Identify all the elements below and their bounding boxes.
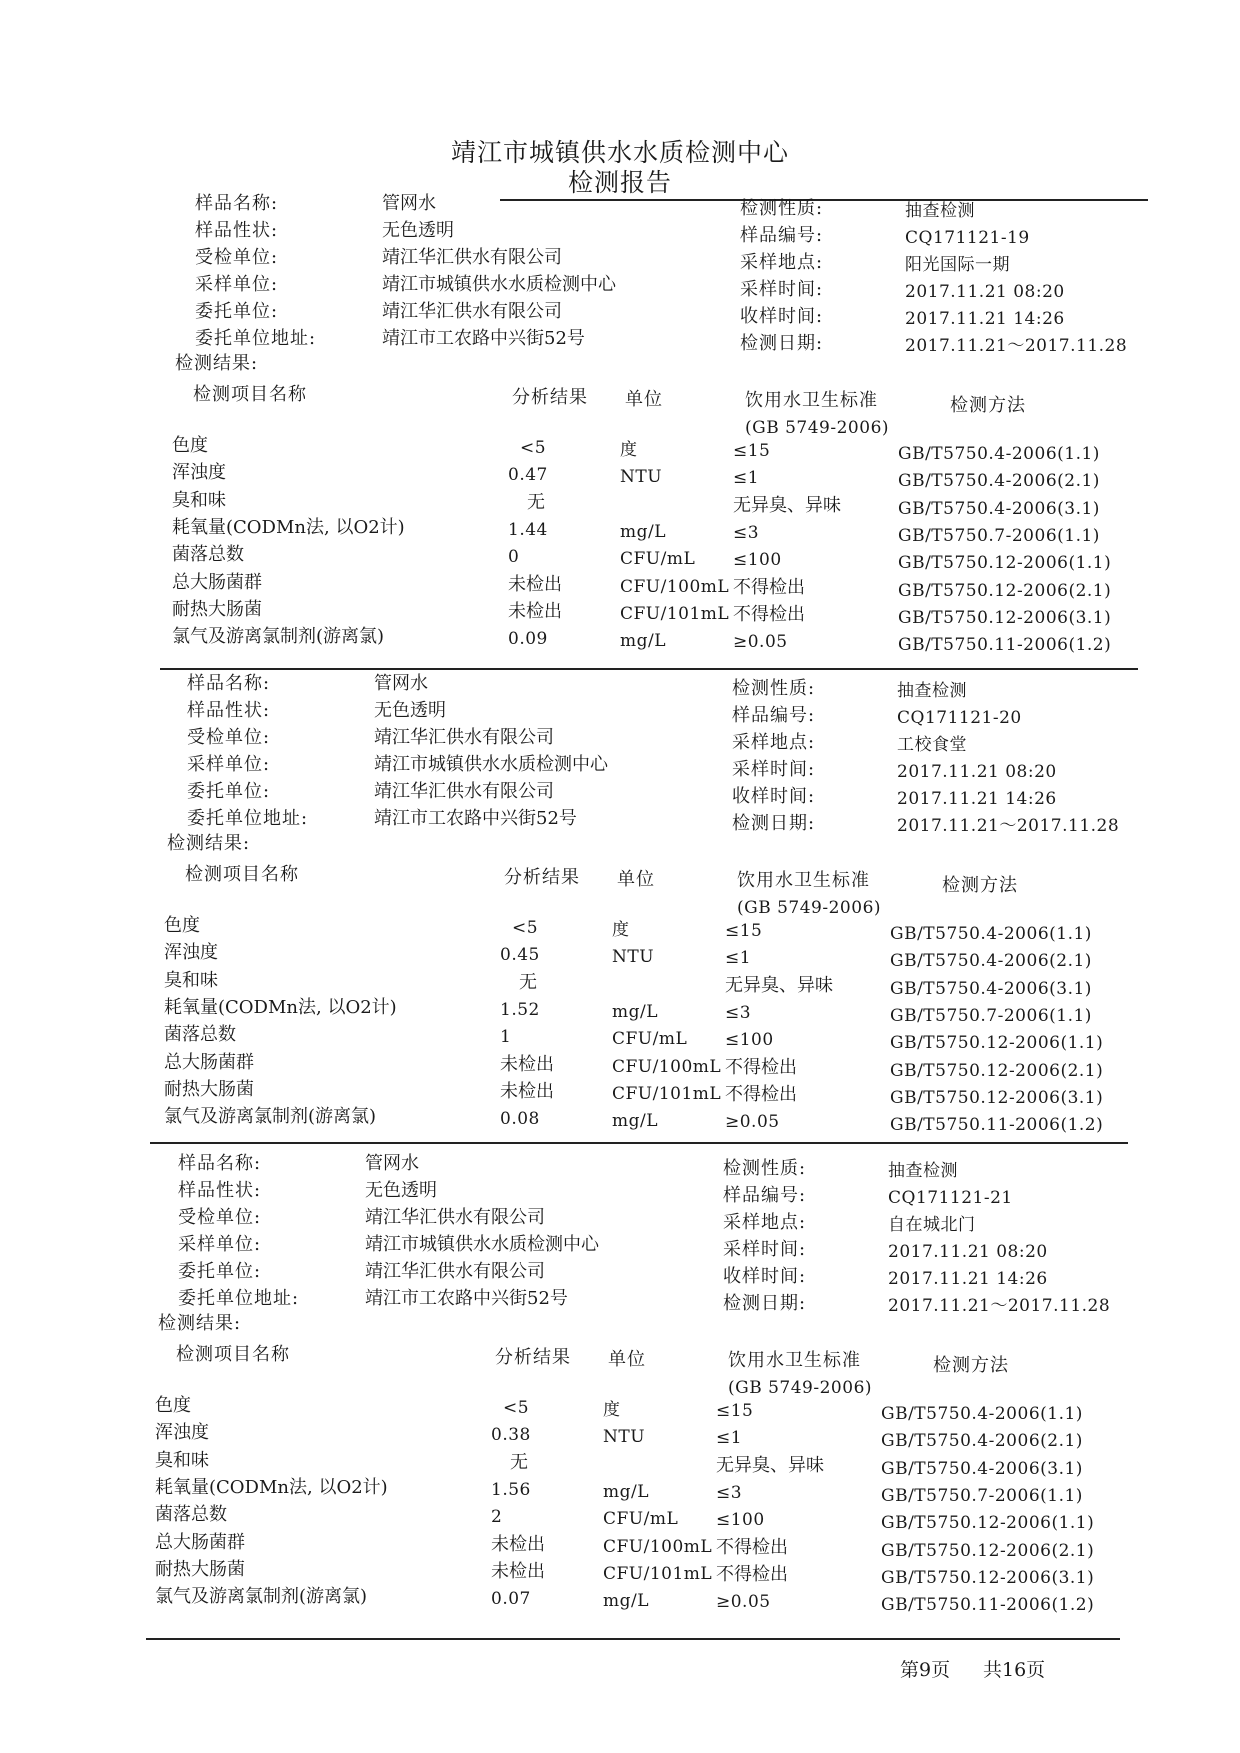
item-name: 耗氧量(CODMn法, 以O2计) (164, 996, 397, 1018)
item-name: 臭和味 (164, 969, 218, 991)
unit-value: NTU (612, 947, 655, 968)
standard-value: ≤100 (733, 550, 782, 571)
result-value: 0.07 (491, 1589, 531, 1610)
col-method: 检测方法 (942, 875, 1018, 896)
standard-value: ≤100 (716, 1510, 765, 1531)
method-value: GB/T5750.4-2006(2.1) (881, 1431, 1083, 1452)
item-name: 色度 (164, 915, 200, 936)
method-value: GB/T5750.11-2006(1.2) (881, 1595, 1095, 1616)
result-value: 无 (519, 971, 537, 993)
method-value: GB/T5750.12-2006(3.1) (898, 607, 1112, 628)
standard-value: ≤100 (725, 1030, 774, 1051)
sample-name-label: 样品名称: (195, 193, 279, 214)
standard-value: ≤1 (725, 948, 752, 969)
standard-value: 无异臭、异味 (716, 1454, 824, 1476)
inspected-unit-label: 受检单位: (187, 727, 271, 748)
inspected-unit-label: 受检单位: (178, 1207, 262, 1228)
receipt-time-label: 收样时间: (723, 1266, 807, 1287)
unit-value: CFU/mL (612, 1029, 688, 1050)
result-value: 0.47 (508, 465, 548, 486)
sampling-unit-value: 靖江市城镇供水水质检测中心 (374, 754, 608, 775)
standard-value: ≤15 (733, 441, 771, 461)
result-value: 未检出 (491, 1533, 545, 1555)
result-value: 未检出 (491, 1560, 545, 1582)
col-result: 分析结果 (495, 1347, 571, 1368)
item-name: 臭和味 (155, 1449, 209, 1471)
client-address-label: 委托单位地址: (187, 808, 309, 829)
sampling-site-value: 工校食堂 (897, 735, 967, 755)
unit-value: mg/L (620, 631, 667, 652)
sample-state-value: 无色透明 (382, 220, 454, 241)
item-name: 浑浊度 (164, 942, 218, 964)
item-name: 总大肠菌群 (164, 1051, 254, 1073)
result-value: 0 (508, 547, 520, 568)
sampling-time-value: 2017.11.21 08:20 (888, 1242, 1048, 1262)
col-result: 分析结果 (504, 867, 580, 888)
unit-value: CFU/mL (603, 1509, 679, 1530)
standard-value: ≥0.05 (716, 1592, 771, 1613)
unit-value: CFU/100mL (603, 1536, 713, 1557)
unit-value: mg/L (612, 1001, 659, 1022)
sampling-time-label: 采样时间: (723, 1239, 807, 1260)
col-method: 检测方法 (933, 1355, 1009, 1376)
standard-value: ≤3 (725, 1002, 752, 1023)
standard-value: 不得检出 (733, 603, 805, 625)
sampling-site-value: 自在城北门 (888, 1215, 976, 1235)
method-value: GB/T5750.7-2006(1.1) (890, 1005, 1092, 1026)
test-nature-label: 检测性质: (740, 198, 824, 219)
col-method: 检测方法 (950, 395, 1026, 416)
method-value: GB/T5750.12-2006(3.1) (890, 1087, 1104, 1108)
method-value: GB/T5750.12-2006(3.1) (881, 1567, 1095, 1588)
result-value: 未检出 (508, 600, 562, 622)
test-nature-label: 检测性质: (723, 1158, 807, 1179)
unit-value: mg/L (612, 1111, 659, 1132)
sampling-time-value: 2017.11.21 08:20 (897, 762, 1057, 782)
sample-no-value: CQ171121-19 (905, 228, 1030, 248)
test-nature-value: 抽查检测 (897, 681, 967, 701)
test-date-value: 2017.11.21～2017.11.28 (905, 336, 1128, 356)
page-number: 第9页 (900, 1659, 951, 1681)
sampling-unit-value: 靖江市城镇供水水质检测中心 (365, 1234, 599, 1255)
method-value: GB/T5750.4-2006(3.1) (898, 498, 1100, 519)
unit-value: CFU/101mL (620, 603, 730, 624)
standard-value: ≥0.05 (725, 1112, 780, 1133)
sample-state-label: 样品性状: (187, 700, 271, 721)
receipt-time-label: 收样时间: (740, 306, 824, 327)
col-standard: 饮用水卫生标准 (737, 870, 870, 891)
receipt-time-label: 收样时间: (732, 786, 816, 807)
standard-value: ≤15 (725, 921, 763, 941)
result-value: 1.56 (491, 1479, 531, 1500)
item-name: 浑浊度 (155, 1422, 209, 1444)
item-name: 臭和味 (172, 489, 226, 511)
result-value: 未检出 (500, 1053, 554, 1075)
item-name: 浑浊度 (172, 462, 226, 484)
item-name: 色度 (172, 435, 208, 456)
unit-value: NTU (603, 1427, 646, 1448)
page-total: 共16页 (983, 1659, 1046, 1681)
sampling-unit-label: 采样单位: (178, 1234, 262, 1255)
client-address-label: 委托单位地址: (178, 1288, 300, 1309)
unit-value: CFU/100mL (620, 576, 730, 597)
method-value: GB/T5750.4-2006(2.1) (890, 951, 1092, 972)
standard-value: ≤3 (733, 522, 760, 543)
client-address-value: 靖江市工农路中兴街52号 (365, 1288, 568, 1309)
standard-value: ≤3 (716, 1482, 743, 1503)
sample-name-label: 样品名称: (178, 1153, 262, 1174)
sampling-time-label: 采样时间: (740, 279, 824, 300)
inspected-unit-value: 靖江华汇供水有限公司 (382, 247, 562, 268)
method-value: GB/T5750.11-2006(1.2) (898, 635, 1112, 656)
client-label: 委托单位: (187, 781, 271, 802)
unit-value: CFU/101mL (603, 1563, 713, 1584)
col-unit: 单位 (608, 1349, 646, 1370)
standard-value: 不得检出 (716, 1536, 788, 1558)
client-address-value: 靖江市工农路中兴街52号 (374, 808, 577, 829)
client-value: 靖江华汇供水有限公司 (374, 781, 554, 802)
standard-value: 不得检出 (725, 1056, 797, 1078)
item-name: 总大肠菌群 (172, 571, 262, 593)
sample-no-label: 样品编号: (740, 225, 824, 246)
col-unit: 单位 (617, 869, 655, 890)
col-result: 分析结果 (512, 387, 588, 408)
sampling-unit-label: 采样单位: (187, 754, 271, 775)
sample-state-value: 无色透明 (374, 700, 446, 721)
sample-state-label: 样品性状: (195, 220, 279, 241)
sampling-time-label: 采样时间: (732, 759, 816, 780)
item-name: 耐热大肠菌 (155, 1558, 245, 1580)
method-value: GB/T5750.7-2006(1.1) (881, 1485, 1083, 1506)
method-value: GB/T5750.7-2006(1.1) (898, 525, 1100, 546)
section-separator (150, 1142, 1128, 1144)
results-label: 检测结果: (167, 833, 251, 854)
test-nature-value: 抽查检测 (888, 1161, 958, 1181)
client-value: 靖江华汇供水有限公司 (365, 1261, 545, 1282)
result-value: <5 (520, 438, 547, 458)
col-standard-ref: (GB 5749-2006) (728, 1378, 873, 1398)
result-value: 2 (491, 1507, 503, 1528)
result-value: 未检出 (500, 1080, 554, 1102)
inspected-unit-label: 受检单位: (195, 247, 279, 268)
sampling-site-label: 采样地点: (740, 252, 824, 273)
standard-value: ≥0.05 (733, 632, 788, 653)
result-value: 1.52 (500, 999, 540, 1020)
item-name: 菌落总数 (172, 544, 244, 566)
sample-name-value: 管网水 (374, 673, 428, 694)
receipt-time-value: 2017.11.21 14:26 (888, 1269, 1048, 1289)
client-value: 靖江华汇供水有限公司 (382, 301, 562, 322)
result-value: 未检出 (508, 573, 562, 595)
item-name: 氯气及游离氯制剂(游离氯) (155, 1586, 368, 1608)
method-value: GB/T5750.4-2006(1.1) (898, 444, 1100, 464)
result-value: 无 (510, 1451, 528, 1473)
result-value: 0.08 (500, 1109, 540, 1130)
method-value: GB/T5750.12-2006(1.1) (881, 1513, 1095, 1534)
col-standard-ref: (GB 5749-2006) (745, 418, 890, 438)
method-value: GB/T5750.4-2006(1.1) (881, 1404, 1083, 1424)
header-rule (500, 199, 1148, 201)
unit-value: NTU (620, 467, 663, 488)
section-separator (160, 668, 1138, 670)
sample-name-label: 样品名称: (187, 673, 271, 694)
sample-state-label: 样品性状: (178, 1180, 262, 1201)
client-address-label: 委托单位地址: (195, 328, 317, 349)
result-value: 1.44 (508, 519, 548, 540)
standard-value: 无异臭、异味 (725, 974, 833, 996)
unit-value: CFU/100mL (612, 1056, 722, 1077)
method-value: GB/T5750.12-2006(1.1) (898, 553, 1112, 574)
method-value: GB/T5750.4-2006(3.1) (881, 1458, 1083, 1479)
unit-value: 度 (620, 440, 638, 460)
test-date-value: 2017.11.21～2017.11.28 (897, 816, 1120, 836)
col-unit: 单位 (625, 389, 663, 410)
org-title: 靖江市城镇供水水质检测中心 (450, 138, 789, 167)
item-name: 耗氧量(CODMn法, 以O2计) (155, 1476, 388, 1498)
sample-no-label: 样品编号: (723, 1185, 807, 1206)
result-value: <5 (512, 918, 539, 938)
item-name: 总大肠菌群 (155, 1531, 245, 1553)
sample-state-value: 无色透明 (365, 1180, 437, 1201)
unit-value: CFU/101mL (612, 1083, 722, 1104)
item-name: 菌落总数 (164, 1024, 236, 1046)
inspected-unit-value: 靖江华汇供水有限公司 (374, 727, 554, 748)
sampling-unit-value: 靖江市城镇供水水质检测中心 (382, 274, 616, 295)
report-title: 检测报告 (567, 168, 672, 197)
item-name: 耐热大肠菌 (172, 598, 262, 620)
item-name: 耗氧量(CODMn法, 以O2计) (172, 516, 405, 538)
col-item: 检测项目名称 (185, 864, 299, 885)
method-value: GB/T5750.12-2006(2.1) (898, 580, 1112, 601)
standard-value: ≤1 (733, 468, 760, 489)
col-standard: 饮用水卫生标准 (728, 1350, 861, 1371)
col-item: 检测项目名称 (193, 384, 307, 405)
inspected-unit-value: 靖江华汇供水有限公司 (365, 1207, 545, 1228)
method-value: GB/T5750.12-2006(2.1) (881, 1540, 1095, 1561)
sampling-site-value: 阳光国际一期 (905, 255, 1010, 275)
result-value: 无 (527, 491, 545, 513)
method-value: GB/T5750.4-2006(3.1) (890, 978, 1092, 999)
col-item: 检测项目名称 (176, 1344, 290, 1365)
col-standard: 饮用水卫生标准 (745, 390, 878, 411)
unit-value: mg/L (603, 1481, 650, 1502)
result-value: 1 (500, 1027, 512, 1048)
test-date-label: 检测日期: (740, 333, 824, 354)
test-nature-value: 抽查检测 (905, 201, 975, 221)
client-label: 委托单位: (178, 1261, 262, 1282)
sample-no-label: 样品编号: (732, 705, 816, 726)
standard-value: ≤1 (716, 1428, 743, 1449)
standard-value: 不得检出 (716, 1563, 788, 1585)
result-value: 0.09 (508, 629, 548, 650)
unit-value: mg/L (603, 1591, 650, 1612)
result-value: <5 (503, 1398, 530, 1418)
unit-value: mg/L (620, 521, 667, 542)
test-nature-label: 检测性质: (732, 678, 816, 699)
standard-value: 不得检出 (733, 576, 805, 598)
sample-name-value: 管网水 (382, 193, 436, 214)
item-name: 色度 (155, 1395, 191, 1416)
unit-value: 度 (603, 1400, 621, 1420)
unit-value: CFU/mL (620, 549, 696, 570)
item-name: 耐热大肠菌 (164, 1078, 254, 1100)
unit-value: 度 (612, 920, 630, 940)
sample-no-value: CQ171121-20 (897, 708, 1022, 728)
result-value: 0.45 (500, 945, 540, 966)
results-label: 检测结果: (158, 1313, 242, 1334)
sampling-unit-label: 采样单位: (195, 274, 279, 295)
item-name: 氯气及游离氯制剂(游离氯) (164, 1106, 377, 1128)
receipt-time-value: 2017.11.21 14:26 (897, 789, 1057, 809)
method-value: GB/T5750.4-2006(2.1) (898, 471, 1100, 492)
test-date-label: 检测日期: (723, 1293, 807, 1314)
method-value: GB/T5750.12-2006(2.1) (890, 1060, 1104, 1081)
col-standard-ref: (GB 5749-2006) (737, 898, 882, 918)
sampling-site-label: 采样地点: (723, 1212, 807, 1233)
standard-value: ≤15 (716, 1401, 754, 1421)
sampling-site-label: 采样地点: (732, 732, 816, 753)
footer-rule (146, 1638, 1120, 1640)
results-label: 检测结果: (175, 353, 259, 374)
standard-value: 无异臭、异味 (733, 494, 841, 516)
sample-name-value: 管网水 (365, 1153, 419, 1174)
result-value: 0.38 (491, 1425, 531, 1446)
test-date-label: 检测日期: (732, 813, 816, 834)
sampling-time-value: 2017.11.21 08:20 (905, 282, 1065, 302)
method-value: GB/T5750.4-2006(1.1) (890, 924, 1092, 944)
client-label: 委托单位: (195, 301, 279, 322)
sample-no-value: CQ171121-21 (888, 1188, 1013, 1208)
method-value: GB/T5750.12-2006(1.1) (890, 1033, 1104, 1054)
item-name: 氯气及游离氯制剂(游离氯) (172, 626, 385, 648)
standard-value: 不得检出 (725, 1083, 797, 1105)
test-date-value: 2017.11.21～2017.11.28 (888, 1296, 1111, 1316)
client-address-value: 靖江市工农路中兴街52号 (382, 328, 585, 349)
method-value: GB/T5750.11-2006(1.2) (890, 1115, 1104, 1136)
receipt-time-value: 2017.11.21 14:26 (905, 309, 1065, 329)
item-name: 菌落总数 (155, 1504, 227, 1526)
